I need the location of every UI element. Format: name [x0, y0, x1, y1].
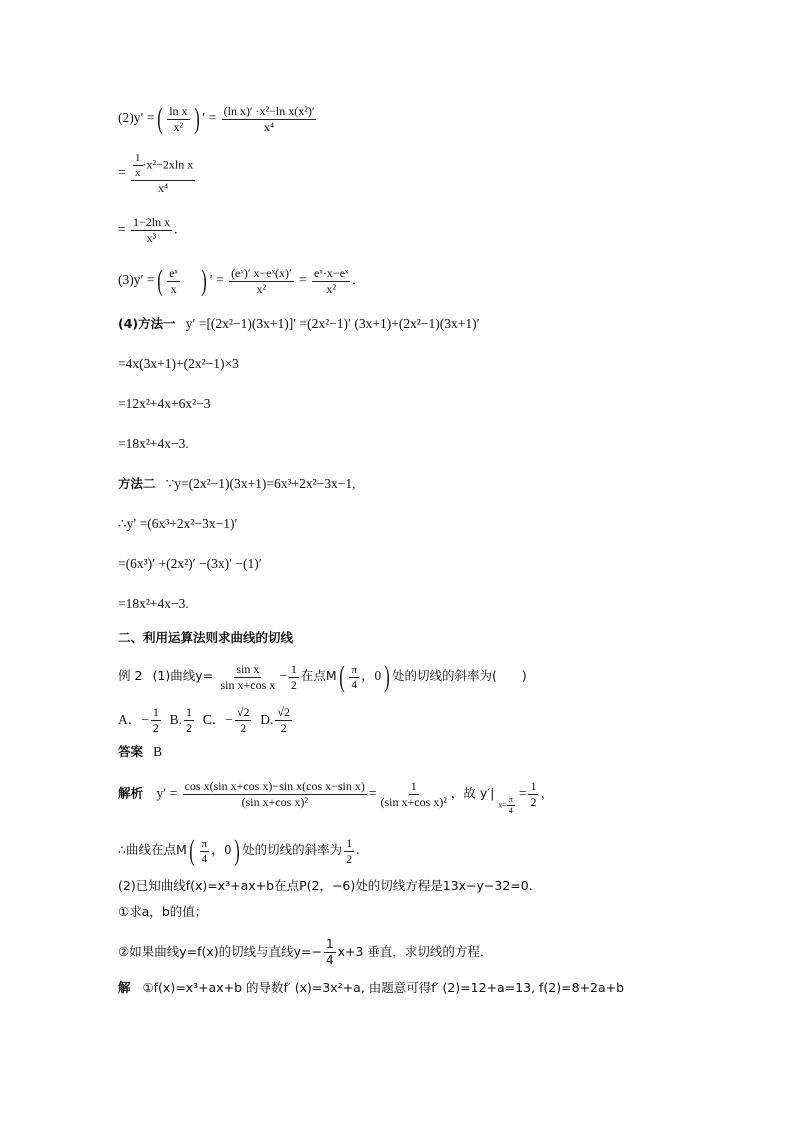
- part-2-statement: (2)已知曲线f(x)=x³+ax+b在点P(2，−6)处的切线方程是13x−y−32=0.: [118, 878, 533, 893]
- open-paren: (: [339, 660, 345, 693]
- open-paren: (: [157, 264, 163, 297]
- answer-value: B: [153, 744, 163, 759]
- line-2-step2: [118, 152, 197, 195]
- option-a: A．− $\frac{1}{2}$: [118, 705, 159, 735]
- expr-prefix: (2)y′ =: [118, 110, 155, 126]
- method2-expr: ∵y=(2x²−1)(3x+1)=6x³+2x²−3x−1,: [165, 476, 356, 491]
- line-4-step3: =12x²+4x+6x²−3: [118, 396, 211, 411]
- line-4-step4: =18x²+4x−3.: [118, 436, 189, 451]
- eq-sign: =: [118, 164, 126, 180]
- fraction-quotient: $\frac{\text{(eˣ)′ x−eˣ(x)′}}{\text{x²}}$: [231, 265, 292, 296]
- answer-label: 答案: [118, 744, 144, 759]
- fraction-result: $\frac{\text{eˣ·x−eˣ}}{\text{x²}}$: [314, 265, 349, 296]
- conclusion-line: ∴曲线在点M ( $\frac{\pi}{4}$ ，0 ) 处的切线的斜率为 $\frac{1}{2}$ .: [118, 834, 360, 867]
- close-paren: ): [383, 660, 390, 693]
- close-paren: ): [233, 834, 240, 867]
- eval-subscript: x= $\frac{\pi}{4}$: [498, 795, 513, 816]
- solution-text: ①f(x)=x³+ax+b 的导数f′ (x)=3x²+a, 由题意可得f′ (2)=12+a=13, f(2)=8+2a+b: [142, 980, 625, 995]
- fraction-half: $\frac{1}{2}$: [290, 661, 297, 692]
- solution-label: 解: [118, 980, 131, 995]
- line-2-derivative: [118, 104, 318, 134]
- line-4-step2: =4x(3x+1)+(2x²−1)×3: [118, 356, 239, 371]
- example-label: 例 2: [118, 668, 143, 684]
- option-c: C．− $\frac{√2}{2}$: [202, 705, 250, 735]
- analysis-line: 解析 y′ = $\frac{\text{cos x(sin x+cos x)−sin x(cos x−sin x)}}{\text{(sin x+cos x)²}}$ = $\frac{1}{\text{(sin x+cos x)²}}$ ，故 y′| x= $\frac{\pi}{4}$ = $\frac{1}{2}$ ，: [118, 779, 554, 816]
- fraction-lnx-over-x2: $\frac{\text{ln x}}{\text{x²}}$: [169, 103, 188, 134]
- fraction-half: $\frac{1}{2}$: [530, 779, 537, 809]
- fraction-result: $\frac{\text{1−2ln x}}{\text{x³}}$: [133, 215, 171, 245]
- open-paren: (: [157, 102, 163, 135]
- line-method2-step3: =(6x³)′ +(2x²)′ −(3x)′ −(1)′: [118, 556, 262, 571]
- line-method2-step4: =18x²+4x−3.: [118, 596, 189, 611]
- line-method2-step2: ∴y′ =(6x³+2x²−3x−1)′: [118, 516, 238, 531]
- fraction-ex-over-x: $\frac{\text{eˣ}}{x}$: [169, 265, 178, 296]
- line-4-method1: [118, 316, 480, 332]
- question-2: ②如果曲线y=f(x)的切线与直线y=− $\frac{1}{4}$ x+3 垂直，求切线的方程．: [118, 937, 493, 967]
- fraction-quarter: $\frac{1}{4}$: [325, 937, 334, 967]
- fraction-pi-over-4: $\frac{\pi}{4}$: [201, 837, 208, 865]
- fraction-half: $\frac{1}{2}$: [346, 835, 353, 866]
- solution-line: [118, 980, 624, 996]
- options-row: [118, 706, 294, 735]
- option-b: B. $\frac{1}{2}$: [169, 705, 193, 735]
- method1-expr: y′ =[(2x²−1)(3x+1)]′ =(2x²−1)′ (3x+1)+(2x²−1)(3x+1)′: [185, 316, 480, 331]
- expr-mid: ′ =: [202, 110, 217, 126]
- question-1: ①求a，b的值；: [118, 904, 208, 919]
- analysis-label: 解析: [118, 785, 144, 801]
- fraction-quotient-rule: $\frac{\text{(ln x)′ ·x²−ln x(x²)′}}{\text{x⁴}}$: [223, 103, 315, 134]
- method-label: (4)方法一: [118, 316, 176, 331]
- expr-mid: ′ =: [209, 272, 224, 288]
- eq-sign: =: [118, 221, 126, 237]
- open-paren: (: [189, 834, 195, 867]
- fraction-step2: $\frac{1}{x}$ ·x²−2xln x x⁴: [131, 152, 195, 195]
- fraction-pi-over-4: $\frac{\pi}{4}$: [351, 663, 358, 691]
- close-paren: ): [201, 264, 208, 297]
- answer-line: [118, 744, 162, 760]
- fraction-analysis-2: $\frac{1}{\text{(sin x+cos x)²}}$: [380, 779, 447, 809]
- option-d: D. $\frac{√2}{2}$: [260, 705, 290, 735]
- section-heading: 二、利用运算法则求曲线的切线: [118, 630, 294, 645]
- line-method2: [118, 476, 356, 492]
- example-2-question: 例 2 (1)曲线y= $\frac{\text{sin x}}{\text{sin x+cos x}}$ − $\frac{1}{2}$ 在点M ( $\frac{\pi}{4}$ ，0 ) 处的切线的斜率为( ): [118, 660, 527, 693]
- close-paren: ): [194, 102, 200, 135]
- fraction-analysis-1: $\frac{\text{cos x(sin x+cos x)−sin x(cos x−sin x)}}{\text{(sin x+cos x)²}}$: [184, 779, 365, 809]
- method-label: 方法二: [118, 476, 156, 491]
- line-2-result: = $\frac{\text{1−2ln x}}{\text{x³}}$ .: [118, 215, 178, 245]
- fraction-sinx: $\frac{\text{sin x}}{\text{sin x+cos x}}$: [220, 661, 276, 692]
- expr-prefix: (3)y′ =: [118, 272, 155, 288]
- line-3-derivative: (3)y′ = ( $\frac{\text{eˣ}}{x}$ ) ′ = $\frac{\text{(eˣ)′ x−eˣ(x)′}}{\text{x²}}$ = $\frac{\text{eˣ·x−eˣ}}{\text{x²}}$ .: [118, 264, 356, 297]
